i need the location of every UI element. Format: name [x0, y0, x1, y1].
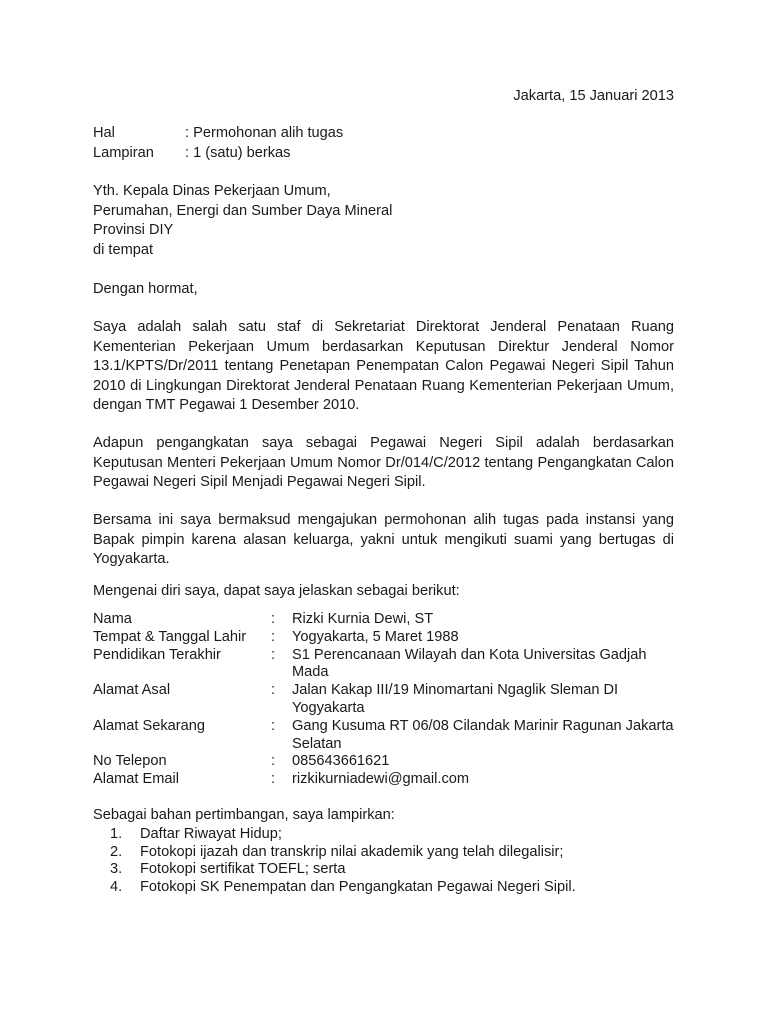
letter-date: Jakarta, 15 Januari 2013 [513, 88, 674, 104]
recipient-line: Perumahan, Energi dan Sumber Daya Mineral [93, 202, 393, 219]
biodata-intro: Mengenai diri saya, dapat saya jelaskan sebagai berikut: [93, 583, 460, 599]
meta-value: : 1 (satu) berkas [185, 144, 291, 161]
list-item [110, 879, 576, 897]
biodata-value: 085643661621 [292, 753, 390, 770]
biodata-value: Gang Kusuma RT 06/08 Cilandak Marinir Ragunan Jakarta Selatan [292, 717, 674, 752]
list-text: Daftar Riwayat Hidup; [140, 826, 282, 842]
salutation: Dengan hormat, [93, 281, 198, 297]
biodata-key: Alamat Sekarang [93, 717, 205, 734]
letter-meta [93, 124, 343, 163]
biodata-row [93, 771, 674, 789]
biodata-row [93, 629, 674, 647]
list-number: 3. [110, 861, 123, 878]
biodata-colon: : [271, 611, 276, 627]
list-item [110, 861, 576, 879]
list-item [110, 844, 576, 862]
recipient-line: Provinsi DIY [93, 222, 174, 238]
biodata-value: rizkikurniadewi@gmail.com [292, 771, 470, 788]
biodata-colon: : [271, 646, 276, 663]
list-text: Fotokopi ijazah dan transkrip nilai akademik yang telah dilegalisir; [140, 843, 564, 860]
biodata-colon: : [271, 717, 276, 734]
biodata-row [93, 753, 674, 771]
list-number: 1. [110, 826, 123, 842]
recipient-line: di tempat [93, 241, 154, 258]
meta-value: : Permohonan alih tugas [185, 125, 344, 141]
biodata-row [93, 611, 674, 629]
recipient-line: Yth. Kepala Dinas Pekerjaan Umum, [93, 183, 331, 199]
biodata-key: Nama [93, 611, 132, 627]
list-text: Fotokopi sertifikat TOEFL; serta [140, 861, 346, 878]
biodata-value: Rizki Kurnia Dewi, ST [292, 611, 434, 627]
biodata-colon: : [271, 628, 276, 645]
list-item [110, 826, 576, 844]
biodata-row [93, 718, 674, 754]
biodata-colon: : [271, 771, 276, 788]
list-text: Fotokopi SK Penempatan dan Pengangkatan Pegawai Negeri Sipil. [140, 878, 576, 895]
paragraph-3: Bersama ini saya bermaksud mengajukan permohonan alih tugas pada instansi yang Bapak pimpin karena alasan keluarga, yakni untuk mengikuti suami yang bertugas di Yogyakarta. [93, 512, 674, 567]
biodata-value: Yogyakarta, 5 Maret 1988 [292, 628, 459, 645]
attachments-list [110, 826, 576, 896]
list-number: 2. [110, 843, 123, 860]
meta-key: Lampiran [93, 144, 154, 161]
biodata-key: Pendidikan Terakhir [93, 646, 221, 663]
biodata-row [93, 682, 674, 718]
biodata-colon: : [271, 682, 276, 699]
list-number: 4. [110, 878, 123, 895]
biodata-key: No Telepon [93, 753, 167, 770]
biodata-key: Tempat & Tanggal Lahir [93, 628, 247, 645]
biodata-value: Jalan Kakap III/19 Minomartani Ngaglik Sleman DI Yogyakarta [292, 682, 619, 716]
meta-row-subject [93, 124, 343, 144]
biodata-table [93, 611, 674, 789]
attachments-intro: Sebagai bahan pertimbangan, saya lampirkan: [93, 807, 395, 823]
biodata-colon: : [271, 753, 276, 770]
biodata-value: S1 Perencanaan Wilayah dan Kota Universitas Gadjah Mada [292, 646, 647, 681]
biodata-key: Alamat Email [93, 771, 179, 788]
biodata-key: Alamat Asal [93, 682, 171, 699]
paragraph-1: Saya adalah salah satu staf di Sekretariat Direktorat Jenderal Penataan Ruang Kementerian Pekerjaan Umum berdasarkan Keputusan Direktur Jenderal Nomor 13.1/KPTS/Dr/2011 tentang Penetapan Penempatan Calon Pegawai Negeri Sipil Tahun 2010 di Lingkungan Direktorat Jenderal Penataan Ruang Kementerian Pekerjaan Umum, dengan TMT Pegawai 1 Desember 2010. [93, 319, 674, 413]
meta-row-attachment [93, 144, 343, 164]
biodata-row [93, 647, 674, 683]
recipient-block [93, 182, 392, 260]
meta-key: Hal [93, 125, 115, 141]
paragraph-2: Adapun pengangkatan saya sebagai Pegawai Negeri Sipil adalah berdasarkan Keputusan Menteri Pekerjaan Umum Nomor Dr/014/C/2012 tentang Pengangkatan Calon Pegawai Negeri Sipil Menjadi Pegawai Negeri Sipil. [93, 435, 674, 490]
